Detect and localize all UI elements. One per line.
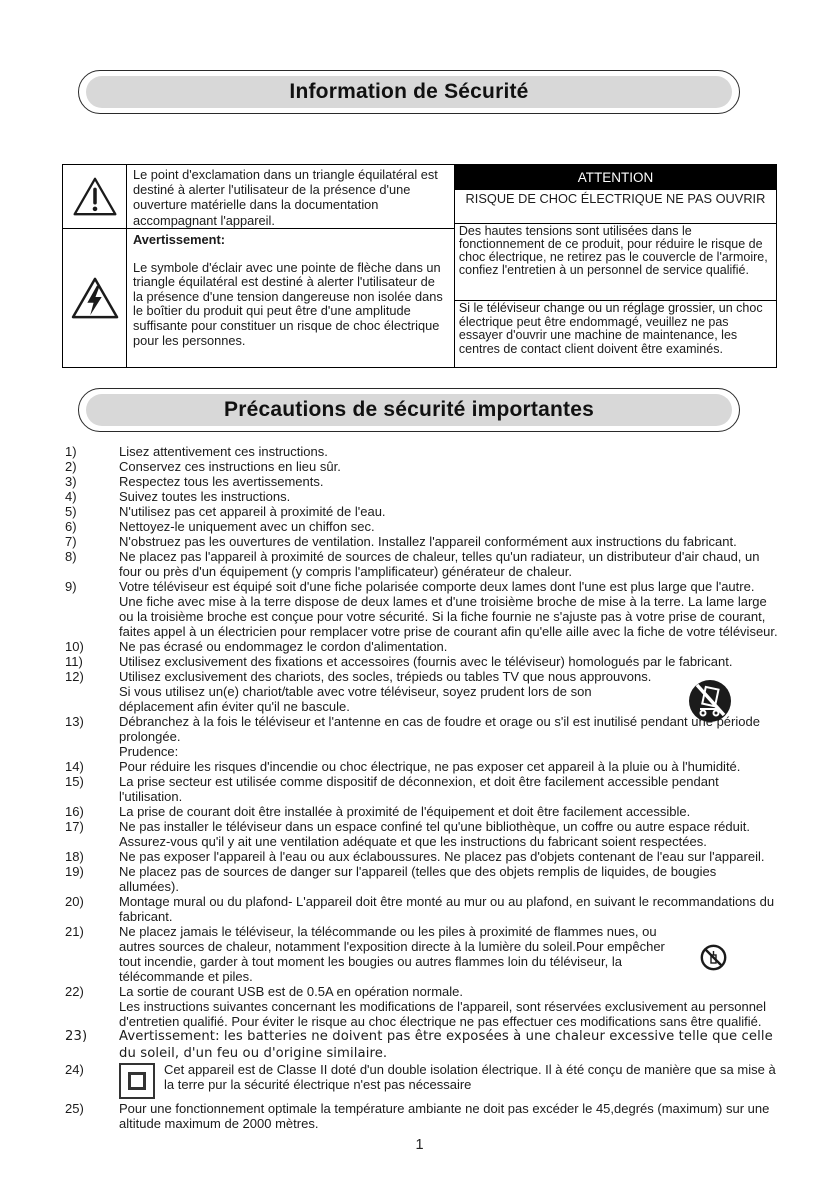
item-number: 18) — [65, 849, 84, 864]
section-title: Information de Sécurité — [86, 76, 732, 108]
warning-table-left — [63, 165, 454, 367]
item-number: 8) — [65, 549, 77, 564]
list-item — [62, 1101, 778, 1131]
item-text: Pour une fonctionnement optimale la température ambiante ne doit pas excéder le 45,degrés (maximum) sur une altitude maximum de 2000 mètres. — [119, 1101, 770, 1131]
item-text: Débranchez à la fois le téléviseur et l'antenne en cas de foudre et orage ou s'il est inutilisé pendant une période prolongée. — [119, 714, 760, 744]
item-text: Ne pas écrasé ou endommagez le cordon d'alimentation. — [119, 639, 448, 654]
item-number: 15) — [65, 774, 84, 789]
item-number: 22) — [65, 984, 84, 999]
item-number: 10) — [65, 639, 84, 654]
high-voltage-paragraph: Des hautes tensions sont utilisées dans le fonctionnement de ce produit, pour réduire le risque de choc électrique, ne retirez pas le couvercle de l'armoire, confiez l'entretien à un personnel de service qualifié. — [455, 224, 776, 301]
precautions-list — [62, 444, 778, 1131]
item-number: 7) — [65, 534, 77, 549]
list-item — [62, 519, 778, 534]
section-header-safety-information — [78, 70, 740, 114]
item-number: 25) — [65, 1101, 84, 1116]
list-item — [62, 444, 778, 459]
item-text: Ne placez pas l'appareil à proximité de sources de chaleur, telles qu'un radiateur, un distributeur d'air chaud, un four ou près d'un équipement (y compris l'amplificateur) générateur de chaleur. — [119, 549, 760, 579]
class-ii-double-insulation-icon — [119, 1063, 155, 1099]
item-number: 4) — [65, 489, 77, 504]
item-note: Prudence: — [119, 744, 179, 759]
list-item — [62, 459, 778, 474]
item-text: La sortie de courant USB est de 0.5A en opération normale. — [119, 984, 463, 999]
item-number: 11) — [65, 654, 83, 669]
item-text: La prise secteur est utilisée comme dispositif de déconnexion, et doit être facilement accessible pendant l'utilisation. — [119, 774, 719, 804]
list-item — [62, 474, 778, 489]
lightning-triangle-icon — [63, 229, 127, 367]
list-item — [62, 654, 778, 669]
page-number: 1 — [415, 1137, 424, 1153]
exclamation-description: Le point d'exclamation dans un triangle équilatéral est destiné à alerter l'utilisateur de la présence d'une ouverture matérielle dans la documentation accompagnant l'appareil. — [133, 167, 438, 228]
avertissement-heading: Avertissement: — [133, 232, 225, 247]
warning-table — [62, 164, 777, 368]
section-header-precautions — [78, 388, 740, 432]
list-item — [62, 504, 778, 519]
item-number: 16) — [65, 804, 84, 819]
item-number: 21) — [65, 924, 84, 939]
item-text: Respectez tous les avertissements. — [119, 474, 324, 489]
item-number: 6) — [65, 519, 77, 534]
item-number: 3) — [65, 474, 77, 489]
no-open-flame-icon — [700, 944, 727, 971]
list-item — [62, 819, 778, 849]
item-text: N'utilisez pas cet appareil à proximité de l'eau. — [119, 504, 386, 519]
item-text: Ne placez pas de sources de danger sur l'appareil (telles que des objets remplis de liquides, de bougies allumées). — [119, 864, 717, 894]
list-item — [62, 534, 778, 549]
list-item — [62, 804, 778, 819]
item-text: La prise de courant doit être installée à proximité de l'équipement et doit être facilement accessible. — [119, 804, 691, 819]
item-text: Avertissement: les batteries ne doivent pas être exposées à une chaleur excessive telle que celle du soleil, d'un feu ou d'origine similaire. — [119, 1029, 773, 1061]
item-number: 23) — [65, 1029, 88, 1044]
item-number: 14) — [65, 759, 84, 774]
item-number: 5) — [65, 504, 77, 519]
list-item — [62, 924, 778, 984]
item-text: Ne pas exposer l'appareil à l'eau ou aux éclaboussures. Ne placez pas d'objets contenant de l'eau sur l'appareil. — [119, 849, 765, 864]
item-number: 2) — [65, 459, 77, 474]
list-item — [62, 714, 778, 759]
list-item — [62, 849, 778, 864]
item-number: 20) — [65, 894, 84, 909]
item-text: Suivez toutes les instructions. — [119, 489, 291, 504]
item-text: N'obstruez pas les ouvertures de ventilation. Installez l'appareil conformément aux instructions du fabricant. — [119, 534, 737, 549]
lightning-description: Le symbole d'éclair avec une pointe de flèche dans un triangle équilatéral est destiné à alerter l'utilisateur de la présence d'une tension dangereuse non isolée dans le boîtier du produit qui peut être d'une amplitude suffisante pour constituer un risque de choc électrique pour les personnes. — [133, 259, 443, 348]
item-text: Nettoyez-le uniquement avec un chiffon sec. — [119, 519, 375, 534]
list-item — [62, 759, 778, 774]
list-item — [62, 774, 778, 804]
item-text: Utilisez exclusivement des chariots, des socles, trépieds ou tables TV que nous approuvons. Si vous utilisez un(e) chariot/table avec votre téléviseur, soyez prudent lors de son déplacement afin éviter qu'il ne bascule. — [119, 669, 652, 714]
item-text: Ne placez jamais le téléviseur, la télécommande ou les piles à proximité de flammes nues, ou autres sources de chaleur, notamment l'exposition directe à la lumière du soleil.Pour empêcher tout incendie, garder à tout moment les bougies ou autres flammes loin du téléviseur, la télécommande et piles. — [119, 924, 665, 984]
list-item — [62, 1062, 778, 1101]
attention-panel — [454, 165, 776, 367]
list-item — [62, 489, 778, 504]
list-item — [62, 639, 778, 654]
item-number: 17) — [65, 819, 84, 834]
item-text: Lisez attentivement ces instructions. — [119, 444, 328, 459]
item-number: 1) — [65, 444, 77, 459]
attention-header: ATTENTION — [455, 165, 776, 190]
item-number: 24) — [65, 1062, 84, 1077]
section-title: Précautions de sécurité importantes — [86, 394, 732, 426]
item-number: 9) — [65, 579, 77, 594]
item-number: 13) — [65, 714, 84, 729]
item-text: Ne pas installer le téléviseur dans un espace confiné tel qu'une bibliothèque, un coffre ou autre espace réduit. Assurez-vous qu'il y ait une ventilation adéquate et que les instructions du fabricant soient respectées. — [119, 819, 750, 849]
list-item — [62, 864, 778, 894]
list-item — [62, 579, 778, 639]
table-row — [63, 228, 454, 367]
table-row — [63, 165, 454, 228]
list-item — [62, 1029, 778, 1062]
list-item — [62, 549, 778, 579]
risk-warning-text: RISQUE DE CHOC ÉLECTRIQUE NE PAS OUVRIR — [455, 190, 776, 224]
item-text: Montage mural ou du plafond- L'appareil doit être monté au mur ou au plafond, en suivant le recommandations du fabricant. — [119, 894, 775, 924]
item-text: Utilisez exclusivement des fixations et accessoires (fournis avec le téléviseur) homologués par le fabricant. — [119, 654, 733, 669]
item-extra-text: Les instructions suivantes concernant les modifications de l'appareil, sont réservées exclusivement au personnel d'entretien qualifié. Pour éviter le risque au choc électrique ne pas effectuer ces modifications sans être qualifié. — [119, 999, 767, 1029]
item-text: Cet appareil est de Classe II doté d'un double isolation électrique. Il à été conçu de manière que sa mise à la terre pur la sécurité électrique n'est pas nécessaire — [164, 1062, 776, 1092]
exclamation-triangle-icon — [63, 165, 127, 228]
service-paragraph: Si le téléviseur change ou un réglage grossier, un choc électrique peut être endommagé, veuillez ne pas essayer d'ouvrir une machine de maintenance, les centres de contact client doivent être examinés. — [458, 301, 763, 356]
item-text: Pour réduire les risques d'incendie ou choc électrique, ne pas exposer cet appareil à la pluie ou à l'humidité. — [119, 759, 741, 774]
list-item — [62, 669, 778, 714]
item-text: Conservez ces instructions en lieu sûr. — [119, 459, 341, 474]
item-number: 12) — [65, 669, 84, 684]
item-text: Votre téléviseur est équipé soit d'une fiche polarisée comporte deux lames dont l'une est plus large que l'autre. Une fiche avec mise à la terre dispose de deux lames et d'une troisième broche de mise à la terre. La lame large ou la troisième broche est conçue pour votre sécurité. Si la fiche fournie ne s'ajuste pas à votre prise de courant, faites appel à un électricien pour remplacer votre prise de courant afin qu'elle aille avec la fiche de votre téléviseur. — [119, 579, 778, 639]
item-number: 19) — [65, 864, 84, 879]
list-item — [62, 984, 778, 1029]
list-item — [62, 894, 778, 924]
